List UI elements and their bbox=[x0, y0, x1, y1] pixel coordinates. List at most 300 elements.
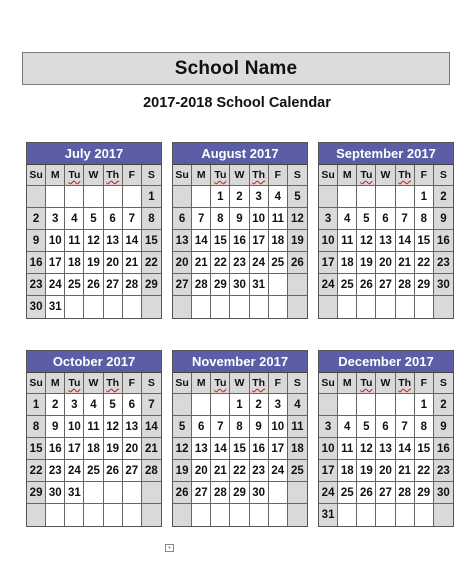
weekday-header: M bbox=[338, 165, 357, 186]
day-cell: 8 bbox=[211, 208, 230, 230]
day-cell: 6 bbox=[104, 208, 123, 230]
day-cell: 28 bbox=[396, 482, 415, 504]
day-cell bbox=[396, 504, 415, 526]
day-cell bbox=[65, 186, 84, 208]
day-cell: 23 bbox=[434, 252, 453, 274]
day-cell: 29 bbox=[415, 274, 434, 296]
weekday-header: Th bbox=[104, 373, 123, 394]
day-cell: 11 bbox=[288, 416, 307, 438]
day-cell: 27 bbox=[123, 460, 142, 482]
month-grid bbox=[27, 165, 161, 318]
day-cell bbox=[376, 296, 395, 318]
day-cell: 1 bbox=[415, 186, 434, 208]
day-cell: 17 bbox=[319, 252, 338, 274]
day-cell: 4 bbox=[338, 416, 357, 438]
weekday-header: M bbox=[338, 373, 357, 394]
day-cell: 26 bbox=[104, 460, 123, 482]
day-cell: 16 bbox=[46, 438, 65, 460]
day-cell: 30 bbox=[230, 274, 249, 296]
day-cell: 17 bbox=[269, 438, 288, 460]
day-cell: 3 bbox=[269, 394, 288, 416]
day-cell: 12 bbox=[84, 230, 103, 252]
day-cell: 23 bbox=[250, 460, 269, 482]
month-title: December 2017 bbox=[319, 351, 453, 373]
day-cell: 25 bbox=[84, 460, 103, 482]
day-cell: 6 bbox=[192, 416, 211, 438]
day-cell: 27 bbox=[376, 274, 395, 296]
day-cell: 7 bbox=[396, 208, 415, 230]
day-cell: 5 bbox=[173, 416, 192, 438]
month-grid bbox=[173, 373, 307, 526]
weekday-header: Th bbox=[396, 373, 415, 394]
day-cell: 8 bbox=[27, 416, 46, 438]
weekday-header: Th bbox=[250, 165, 269, 186]
day-cell: 7 bbox=[142, 394, 161, 416]
day-cell: 9 bbox=[46, 416, 65, 438]
school-name-text: School Name bbox=[174, 57, 298, 79]
weekday-header: F bbox=[123, 165, 142, 186]
day-cell: 8 bbox=[415, 208, 434, 230]
day-cell: 4 bbox=[338, 208, 357, 230]
day-cell: 24 bbox=[269, 460, 288, 482]
day-cell: 13 bbox=[104, 230, 123, 252]
day-cell bbox=[396, 296, 415, 318]
day-cell: 16 bbox=[434, 438, 453, 460]
day-cell bbox=[434, 296, 453, 318]
weekday-header: S bbox=[142, 165, 161, 186]
day-cell bbox=[173, 394, 192, 416]
month-calendar bbox=[26, 142, 162, 319]
weekday-header: M bbox=[192, 165, 211, 186]
day-cell bbox=[434, 504, 453, 526]
day-cell: 16 bbox=[27, 252, 46, 274]
day-cell: 8 bbox=[230, 416, 249, 438]
day-cell bbox=[46, 504, 65, 526]
day-cell: 5 bbox=[357, 208, 376, 230]
day-cell bbox=[211, 394, 230, 416]
day-cell: 26 bbox=[84, 274, 103, 296]
day-cell: 7 bbox=[123, 208, 142, 230]
day-cell: 14 bbox=[142, 416, 161, 438]
day-cell bbox=[357, 186, 376, 208]
day-cell: 18 bbox=[65, 252, 84, 274]
day-cell: 12 bbox=[288, 208, 307, 230]
day-cell bbox=[84, 296, 103, 318]
day-cell: 1 bbox=[230, 394, 249, 416]
day-cell bbox=[27, 504, 46, 526]
weekday-header: Th bbox=[250, 373, 269, 394]
day-cell: 17 bbox=[65, 438, 84, 460]
day-cell: 9 bbox=[434, 208, 453, 230]
day-cell: 19 bbox=[173, 460, 192, 482]
weekday-header: Tu bbox=[65, 373, 84, 394]
month-title: August 2017 bbox=[173, 143, 307, 165]
day-cell bbox=[288, 296, 307, 318]
day-cell: 25 bbox=[338, 482, 357, 504]
day-cell: 7 bbox=[396, 416, 415, 438]
day-cell: 4 bbox=[269, 186, 288, 208]
day-cell: 31 bbox=[65, 482, 84, 504]
day-cell: 10 bbox=[269, 416, 288, 438]
day-cell bbox=[319, 186, 338, 208]
day-cell bbox=[192, 504, 211, 526]
day-cell: 2 bbox=[434, 186, 453, 208]
weekday-header: Su bbox=[319, 165, 338, 186]
day-cell: 6 bbox=[173, 208, 192, 230]
day-cell: 18 bbox=[84, 438, 103, 460]
day-cell: 22 bbox=[211, 252, 230, 274]
day-cell: 17 bbox=[46, 252, 65, 274]
day-cell: 21 bbox=[396, 252, 415, 274]
day-cell: 20 bbox=[173, 252, 192, 274]
day-cell bbox=[357, 296, 376, 318]
day-cell: 23 bbox=[27, 274, 46, 296]
day-cell bbox=[104, 296, 123, 318]
day-cell bbox=[338, 186, 357, 208]
day-cell bbox=[269, 482, 288, 504]
month-calendar bbox=[26, 350, 162, 527]
day-cell: 21 bbox=[123, 252, 142, 274]
weekday-header: Tu bbox=[65, 165, 84, 186]
day-cell bbox=[269, 296, 288, 318]
day-cell bbox=[123, 482, 142, 504]
day-cell: 24 bbox=[250, 252, 269, 274]
day-cell: 6 bbox=[123, 394, 142, 416]
day-cell bbox=[288, 482, 307, 504]
day-cell: 13 bbox=[123, 416, 142, 438]
day-cell: 19 bbox=[104, 438, 123, 460]
day-cell: 3 bbox=[46, 208, 65, 230]
day-cell: 11 bbox=[338, 230, 357, 252]
day-cell: 16 bbox=[230, 230, 249, 252]
day-cell bbox=[376, 394, 395, 416]
day-cell bbox=[415, 504, 434, 526]
day-cell: 24 bbox=[46, 274, 65, 296]
day-cell bbox=[104, 186, 123, 208]
day-cell bbox=[142, 504, 161, 526]
day-cell: 22 bbox=[27, 460, 46, 482]
day-cell bbox=[396, 394, 415, 416]
day-cell bbox=[338, 394, 357, 416]
day-cell: 31 bbox=[319, 504, 338, 526]
weekday-header: S bbox=[142, 373, 161, 394]
month-title: July 2017 bbox=[27, 143, 161, 165]
day-cell: 26 bbox=[357, 274, 376, 296]
day-cell: 24 bbox=[65, 460, 84, 482]
day-cell: 2 bbox=[230, 186, 249, 208]
day-cell: 17 bbox=[319, 460, 338, 482]
day-cell: 9 bbox=[434, 416, 453, 438]
day-cell bbox=[46, 186, 65, 208]
weekday-header: M bbox=[46, 165, 65, 186]
weekday-header: F bbox=[415, 373, 434, 394]
day-cell: 22 bbox=[142, 252, 161, 274]
weekday-header: W bbox=[230, 373, 249, 394]
day-cell: 10 bbox=[65, 416, 84, 438]
day-cell: 4 bbox=[84, 394, 103, 416]
day-cell: 16 bbox=[434, 230, 453, 252]
day-cell: 16 bbox=[250, 438, 269, 460]
day-cell: 12 bbox=[357, 438, 376, 460]
weekday-header: Tu bbox=[357, 373, 376, 394]
weekday-header: Tu bbox=[211, 373, 230, 394]
day-cell: 19 bbox=[288, 230, 307, 252]
day-cell: 30 bbox=[250, 482, 269, 504]
day-cell bbox=[415, 296, 434, 318]
day-cell: 17 bbox=[250, 230, 269, 252]
day-cell: 3 bbox=[319, 416, 338, 438]
day-cell: 25 bbox=[65, 274, 84, 296]
day-cell bbox=[123, 504, 142, 526]
day-cell: 10 bbox=[319, 438, 338, 460]
day-cell: 13 bbox=[376, 438, 395, 460]
weekday-header: M bbox=[46, 373, 65, 394]
day-cell: 5 bbox=[104, 394, 123, 416]
day-cell: 11 bbox=[65, 230, 84, 252]
day-cell: 22 bbox=[415, 460, 434, 482]
day-cell: 15 bbox=[415, 230, 434, 252]
day-cell: 3 bbox=[65, 394, 84, 416]
day-cell: 28 bbox=[142, 460, 161, 482]
day-cell bbox=[192, 296, 211, 318]
day-cell: 25 bbox=[338, 274, 357, 296]
day-cell: 2 bbox=[27, 208, 46, 230]
month-grid bbox=[27, 373, 161, 526]
day-cell: 14 bbox=[396, 230, 415, 252]
day-cell bbox=[376, 504, 395, 526]
weekday-header: Su bbox=[319, 373, 338, 394]
day-cell: 31 bbox=[250, 274, 269, 296]
day-cell bbox=[192, 186, 211, 208]
day-cell: 6 bbox=[376, 208, 395, 230]
day-cell: 28 bbox=[211, 482, 230, 504]
weekday-header: S bbox=[288, 165, 307, 186]
day-cell: 30 bbox=[27, 296, 46, 318]
day-cell: 11 bbox=[269, 208, 288, 230]
day-cell: 12 bbox=[104, 416, 123, 438]
day-cell bbox=[338, 296, 357, 318]
weekday-header: Su bbox=[27, 165, 46, 186]
day-cell bbox=[288, 504, 307, 526]
day-cell: 1 bbox=[27, 394, 46, 416]
day-cell: 18 bbox=[269, 230, 288, 252]
day-cell: 14 bbox=[211, 438, 230, 460]
day-cell: 21 bbox=[192, 252, 211, 274]
day-cell: 5 bbox=[288, 186, 307, 208]
day-cell: 18 bbox=[288, 438, 307, 460]
day-cell: 26 bbox=[357, 482, 376, 504]
day-cell: 19 bbox=[84, 252, 103, 274]
day-cell bbox=[250, 296, 269, 318]
day-cell bbox=[211, 504, 230, 526]
weekday-header: M bbox=[192, 373, 211, 394]
weekday-header: Su bbox=[27, 373, 46, 394]
day-cell bbox=[104, 504, 123, 526]
day-cell bbox=[123, 296, 142, 318]
day-cell: 15 bbox=[230, 438, 249, 460]
day-cell: 13 bbox=[173, 230, 192, 252]
day-cell: 27 bbox=[192, 482, 211, 504]
day-cell bbox=[84, 482, 103, 504]
weekday-header: Th bbox=[104, 165, 123, 186]
day-cell: 28 bbox=[396, 274, 415, 296]
day-cell bbox=[123, 186, 142, 208]
day-cell: 26 bbox=[288, 252, 307, 274]
weekday-header: W bbox=[376, 165, 395, 186]
day-cell: 21 bbox=[142, 438, 161, 460]
day-cell bbox=[269, 274, 288, 296]
day-cell: 3 bbox=[319, 208, 338, 230]
day-cell: 20 bbox=[123, 438, 142, 460]
day-cell bbox=[211, 296, 230, 318]
day-cell: 27 bbox=[173, 274, 192, 296]
day-cell: 7 bbox=[211, 416, 230, 438]
day-cell: 18 bbox=[338, 460, 357, 482]
month-grid bbox=[319, 165, 453, 318]
month-title: September 2017 bbox=[319, 143, 453, 165]
day-cell: 4 bbox=[65, 208, 84, 230]
day-cell: 15 bbox=[27, 438, 46, 460]
weekday-header: Tu bbox=[357, 165, 376, 186]
day-cell: 15 bbox=[415, 438, 434, 460]
day-cell: 9 bbox=[230, 208, 249, 230]
weekday-header: W bbox=[230, 165, 249, 186]
day-cell: 4 bbox=[288, 394, 307, 416]
day-cell: 1 bbox=[415, 394, 434, 416]
day-cell: 20 bbox=[104, 252, 123, 274]
day-cell: 15 bbox=[142, 230, 161, 252]
day-cell: 13 bbox=[376, 230, 395, 252]
day-cell: 22 bbox=[230, 460, 249, 482]
day-cell: 11 bbox=[338, 438, 357, 460]
day-cell: 21 bbox=[211, 460, 230, 482]
day-cell bbox=[84, 504, 103, 526]
day-cell bbox=[250, 504, 269, 526]
day-cell: 20 bbox=[376, 252, 395, 274]
day-cell: 10 bbox=[250, 208, 269, 230]
day-cell bbox=[319, 394, 338, 416]
day-cell bbox=[396, 186, 415, 208]
day-cell bbox=[65, 504, 84, 526]
weekday-header: F bbox=[269, 165, 288, 186]
day-cell: 23 bbox=[434, 460, 453, 482]
day-cell bbox=[288, 274, 307, 296]
day-cell: 19 bbox=[357, 252, 376, 274]
day-cell: 29 bbox=[211, 274, 230, 296]
day-cell bbox=[230, 296, 249, 318]
day-cell bbox=[357, 394, 376, 416]
month-calendar bbox=[172, 142, 308, 319]
weekday-header: W bbox=[376, 373, 395, 394]
day-cell: 27 bbox=[376, 482, 395, 504]
month-grid bbox=[173, 165, 307, 318]
day-cell: 24 bbox=[319, 482, 338, 504]
weekday-header: S bbox=[288, 373, 307, 394]
day-cell: 1 bbox=[142, 186, 161, 208]
day-cell bbox=[319, 296, 338, 318]
day-cell: 20 bbox=[192, 460, 211, 482]
day-cell: 8 bbox=[415, 416, 434, 438]
day-cell bbox=[357, 504, 376, 526]
day-cell: 2 bbox=[434, 394, 453, 416]
day-cell bbox=[269, 504, 288, 526]
weekday-header: W bbox=[84, 165, 103, 186]
day-cell bbox=[338, 504, 357, 526]
day-cell: 2 bbox=[46, 394, 65, 416]
day-cell bbox=[27, 186, 46, 208]
day-cell: 29 bbox=[415, 482, 434, 504]
weekday-header: Su bbox=[173, 373, 192, 394]
weekday-header: Su bbox=[173, 165, 192, 186]
weekday-header: S bbox=[434, 165, 453, 186]
day-cell: 10 bbox=[319, 230, 338, 252]
day-cell: 21 bbox=[396, 460, 415, 482]
day-cell: 10 bbox=[46, 230, 65, 252]
day-cell: 14 bbox=[192, 230, 211, 252]
day-cell: 30 bbox=[434, 482, 453, 504]
day-cell: 22 bbox=[415, 252, 434, 274]
weekday-header: Th bbox=[396, 165, 415, 186]
day-cell: 23 bbox=[46, 460, 65, 482]
day-cell bbox=[142, 296, 161, 318]
day-cell bbox=[230, 504, 249, 526]
day-cell bbox=[84, 186, 103, 208]
day-cell: 23 bbox=[230, 252, 249, 274]
weekday-header: F bbox=[123, 373, 142, 394]
day-cell: 29 bbox=[142, 274, 161, 296]
month-calendar bbox=[318, 350, 454, 527]
day-cell bbox=[142, 482, 161, 504]
day-cell: 12 bbox=[357, 230, 376, 252]
month-grid bbox=[319, 373, 453, 526]
month-title: November 2017 bbox=[173, 351, 307, 373]
day-cell: 28 bbox=[192, 274, 211, 296]
day-cell: 31 bbox=[46, 296, 65, 318]
day-cell: 2 bbox=[250, 394, 269, 416]
weekday-header: Tu bbox=[211, 165, 230, 186]
day-cell: 9 bbox=[27, 230, 46, 252]
day-cell bbox=[192, 394, 211, 416]
day-cell: 13 bbox=[192, 438, 211, 460]
month-title: October 2017 bbox=[27, 351, 161, 373]
day-cell: 14 bbox=[396, 438, 415, 460]
day-cell: 25 bbox=[288, 460, 307, 482]
day-cell: 30 bbox=[46, 482, 65, 504]
day-cell: 27 bbox=[104, 274, 123, 296]
day-cell: 28 bbox=[123, 274, 142, 296]
day-cell: 8 bbox=[142, 208, 161, 230]
day-cell: 3 bbox=[250, 186, 269, 208]
month-calendar bbox=[172, 350, 308, 527]
weekday-header: F bbox=[415, 165, 434, 186]
day-cell bbox=[65, 296, 84, 318]
day-cell: 11 bbox=[84, 416, 103, 438]
day-cell: 18 bbox=[338, 252, 357, 274]
day-cell: 30 bbox=[434, 274, 453, 296]
day-cell: 15 bbox=[211, 230, 230, 252]
day-cell: 19 bbox=[357, 460, 376, 482]
day-cell bbox=[104, 482, 123, 504]
day-cell bbox=[173, 186, 192, 208]
day-cell: 6 bbox=[376, 416, 395, 438]
calendar-subtitle: 2017-2018 School Calendar bbox=[143, 95, 331, 111]
day-cell: 20 bbox=[376, 460, 395, 482]
weekday-header: W bbox=[84, 373, 103, 394]
page-marker-icon: + bbox=[165, 544, 174, 552]
day-cell: 5 bbox=[357, 416, 376, 438]
day-cell: 1 bbox=[211, 186, 230, 208]
school-name-banner bbox=[22, 52, 450, 85]
